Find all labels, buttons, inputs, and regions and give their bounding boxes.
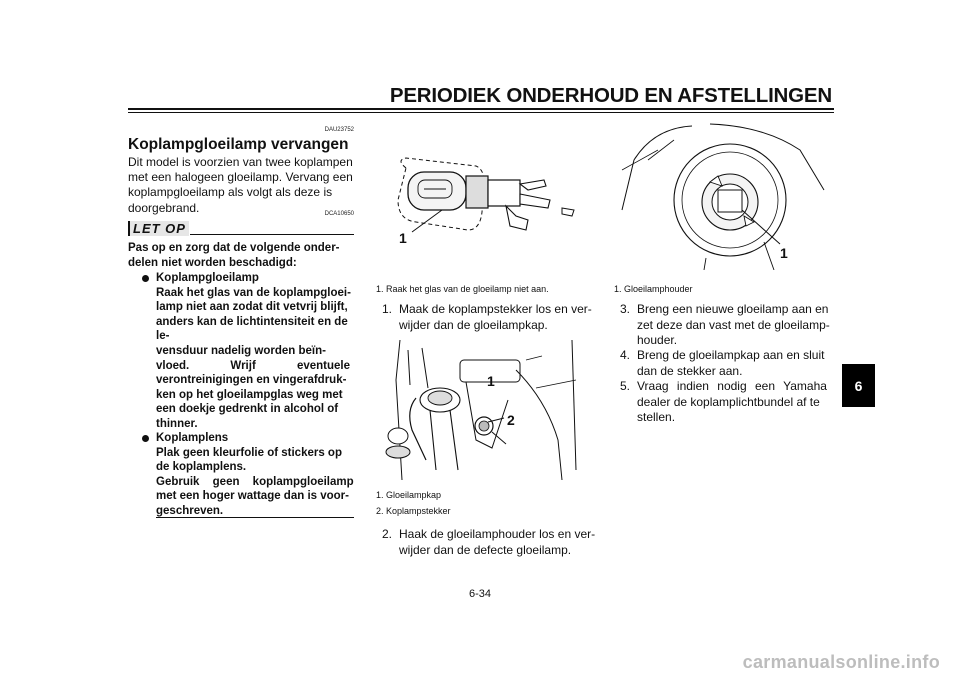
caution-bullet-list (156, 271, 356, 517)
step-text: Maak de koplampstekker los en ver- wijder dan de gloeilampkap. (399, 302, 592, 332)
bullet-line: thinner. (156, 417, 198, 430)
fig3-caption: 1. Gloeilamphouder (614, 284, 693, 294)
step-number: 5. (620, 379, 631, 393)
bullet-line: verontreinigingen en vingerafdruk- (156, 374, 347, 387)
header-rule-thin (128, 112, 834, 113)
bullet-line: vensduur nadelig worden beïn- (156, 344, 326, 357)
bullet-line: Gebruik geen koplampgloeilamp (156, 475, 354, 488)
bullet-line: met een hoger wattage dan is voor- (156, 490, 349, 503)
step-text: Breng een nieuwe gloeilamp aan en zet deze dan vast met de gloeilamp- houder. (637, 302, 830, 347)
page-header-title: PERIODIEK ONDERHOUD EN AFSTELLINGEN (389, 84, 832, 107)
caution-code: DCA10650 (324, 211, 354, 217)
intro-line: doorgebrand. (128, 200, 200, 215)
bullet-line: een doekje gedrenkt in alcohol of (156, 403, 339, 416)
caution-intro (128, 241, 358, 270)
page-number: 6-34 (468, 588, 492, 600)
section-heading: Koplampgloeilamp vervangen (128, 136, 349, 153)
fig2-callout-2: 2 (507, 412, 515, 428)
section-code: DAU23752 (324, 127, 354, 133)
step-number: 4. (620, 348, 631, 362)
bullet-line: Raak het glas van de koplampgloei- (156, 286, 351, 299)
intro-line: met een halogeen gloeilamp. Vervang een (128, 170, 353, 185)
fig2-captions (376, 489, 596, 517)
bullet-title: Koplampgloeilamp (156, 272, 259, 284)
fig1-caption: 1. Raak het glas van de gloeilamp niet aan. (376, 284, 549, 294)
headlight-cap-illustration (376, 340, 588, 480)
intro-line: Dit model is voorzien van twee koplampen (128, 155, 353, 169)
bullet-body (156, 446, 356, 519)
bullet-line: de koplamplens. (156, 461, 247, 474)
bullet-item (156, 431, 228, 446)
bullet-line: geschreven. (156, 504, 224, 517)
step-text: Haak de gloeilamphouder los en ver- wijder dan de defecte gloeilamp. (399, 527, 596, 557)
bullet-dot-icon (142, 435, 149, 442)
step-4 (620, 348, 844, 380)
caution-line: delen niet worden beschadigd: (128, 256, 297, 269)
bullet-body (156, 286, 356, 432)
bullet-line: anders kan de lichtintensiteit en de le- (156, 315, 348, 343)
intro-paragraph (128, 155, 356, 216)
fig1-callout: 1 (399, 230, 407, 246)
step-number: 1. (382, 302, 393, 316)
header-rule (128, 108, 834, 110)
caution-label: LET OP (128, 221, 189, 236)
step-5 (620, 379, 844, 427)
caution-box-label (128, 220, 189, 238)
caution-line: Pas op en zorg dat de volgende onder- (128, 242, 340, 254)
bullet-line: lamp niet aan zodat dit vetvrij blijft, (156, 301, 348, 314)
halogen-bulb-illustration (376, 150, 588, 260)
chapter-tab[interactable]: 6 (842, 364, 875, 407)
fig2-caption-2: 2. Koplampstekker (376, 506, 451, 516)
step-number: 2. (382, 527, 393, 541)
fig2-caption-1: 1. Gloeilampkap (376, 490, 442, 500)
bullet-dot-icon (142, 275, 149, 282)
step-text: Breng de gloeilampkap aan en sluit dan de stekker aan. (637, 348, 825, 378)
step-number: 3. (620, 302, 631, 316)
step-3 (620, 302, 844, 350)
bullet-line: ken op het gloeilampglas weg met (156, 388, 343, 401)
bulb-holder-illustration (614, 120, 834, 270)
step-2 (382, 527, 606, 559)
caution-bottom-rule (156, 517, 354, 518)
watermark-text: carmanualsonline.info (742, 652, 940, 672)
step-1 (382, 302, 606, 334)
intro-line: koplampgloeilamp als volgt als deze is (128, 185, 333, 200)
step-text: Vraag indien nodig een Yamaha dealer de koplamplichtbundel af te stellen. (637, 379, 827, 424)
bullet-line: Plak geen kleurfolie of stickers op (156, 446, 342, 459)
bullet-title: Koplamplens (156, 432, 229, 444)
bullet-line: vloed. Wrijf eventuele (156, 359, 351, 372)
bullet-item (156, 271, 259, 286)
fig2-callout-1: 1 (487, 373, 495, 389)
fig3-callout: 1 (780, 245, 788, 261)
caution-top-rule (190, 234, 354, 235)
